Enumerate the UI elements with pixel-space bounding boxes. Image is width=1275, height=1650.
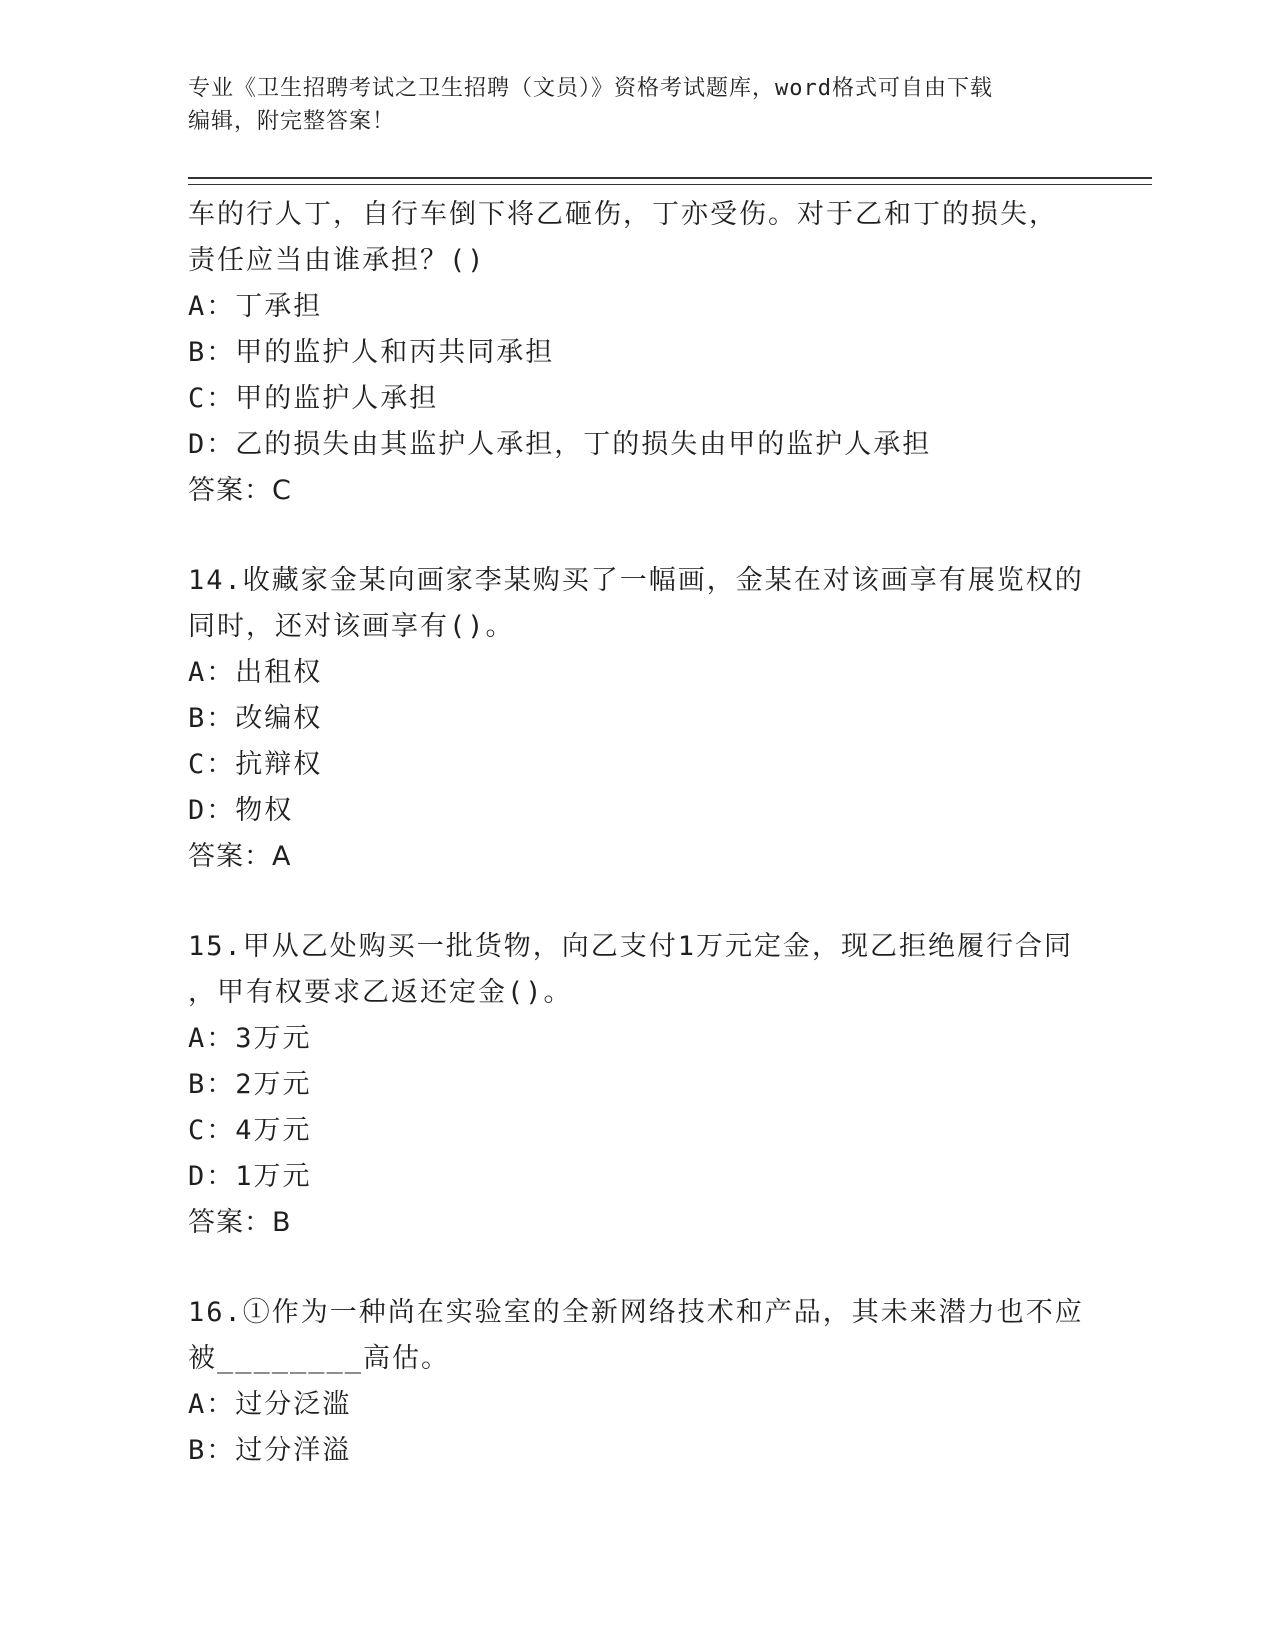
option-b: B：甲的监护人和丙共同承担 — [188, 337, 555, 368]
question-stem-line: 责任应当由谁承担？() — [188, 245, 486, 276]
spacer — [188, 1246, 1128, 1290]
question-stem-line: 15.甲从乙处购买一批货物，向乙支付1万元定金，现乙拒绝履行合同 — [188, 931, 1074, 962]
question-stem-line: 被________高估。 — [188, 1343, 451, 1374]
question-stem-line: 14.收藏家金某向画家李某购买了一幅画，金某在对该画享有展览权的 — [188, 565, 1084, 596]
option-b: B：2万元 — [188, 1069, 312, 1100]
question-stem-line: 16.①作为一种尚在实验室的全新网络技术和产品，其未来潜力也不应 — [188, 1297, 1084, 1328]
option-d: D：乙的损失由其监护人承担，丁的损失由甲的监护人承担 — [188, 429, 932, 460]
answer-line: 答案：B — [188, 1207, 292, 1238]
option-a: A：3万元 — [188, 1023, 312, 1054]
spacer — [188, 514, 1128, 558]
question-13 — [188, 192, 1128, 514]
option-d: D：1万元 — [188, 1161, 312, 1192]
question-stem-line: ，甲有权要求乙返还定金()。 — [188, 977, 573, 1008]
option-b: B：改编权 — [188, 703, 323, 734]
answer-line: 答案：A — [188, 841, 292, 872]
option-a: A：出租权 — [188, 657, 323, 688]
question-15 — [188, 924, 1128, 1246]
spacer — [188, 880, 1128, 924]
option-b: B：过分洋溢 — [188, 1435, 352, 1466]
answer-line: 答案：C — [188, 475, 292, 506]
question-stem-line: 同时，还对该画享有()。 — [188, 611, 515, 642]
option-c: C：甲的监护人承担 — [188, 383, 439, 414]
option-a: A：过分泛滥 — [188, 1389, 352, 1420]
document-header — [188, 72, 1088, 138]
header-divider-thick — [188, 177, 1152, 179]
option-d: D：物权 — [188, 795, 294, 826]
question-stem-line: 车的行人丁，自行车倒下将乙砸伤，丁亦受伤。对于乙和丁的损失， — [188, 199, 1058, 230]
question-16 — [188, 1290, 1128, 1474]
option-a: A：丁承担 — [188, 291, 323, 322]
question-14 — [188, 558, 1128, 880]
option-c: C：抗辩权 — [188, 749, 323, 780]
header-line-1: 专业《卫生招聘考试之卫生招聘（文员）》资格考试题库，word格式可自由下载 — [188, 76, 993, 101]
header-line-2: 编辑，附完整答案！ — [188, 109, 396, 134]
option-c: C：4万元 — [188, 1115, 312, 1146]
question-content — [188, 192, 1128, 1474]
header-divider-thin — [188, 184, 1152, 185]
